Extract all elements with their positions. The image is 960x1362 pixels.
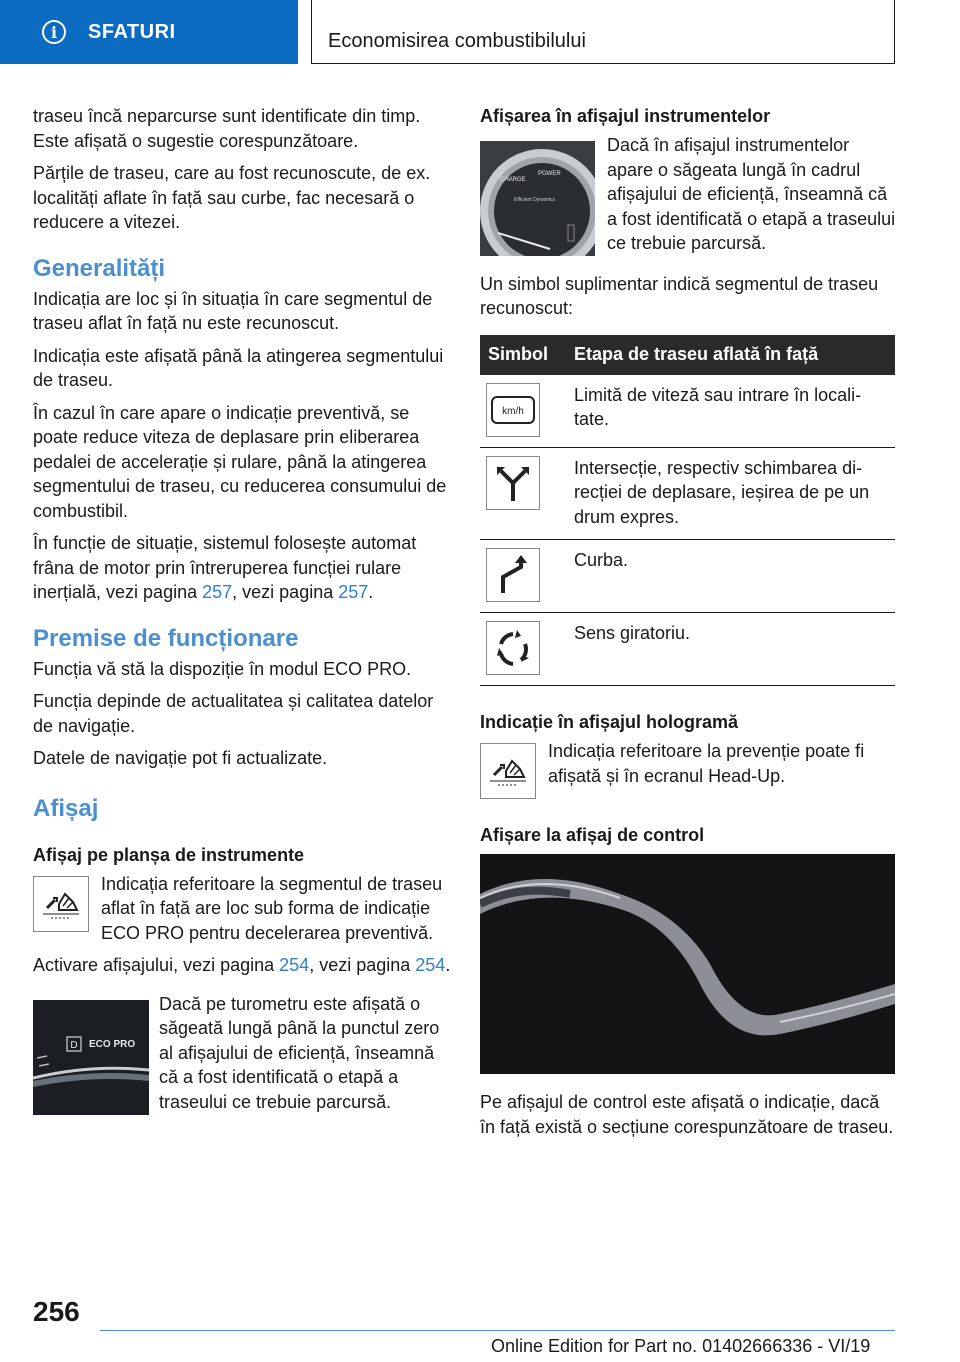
heading-hologram: Indicație în afișajul hologramă bbox=[480, 712, 739, 732]
paragraph: Un simbol suplimentar indică segmentul de traseu recunoscut: bbox=[480, 273, 879, 318]
kmh-text: km/h bbox=[502, 405, 524, 417]
paragraph: Indicația referitoare la segmentul de traseu aflat în față are loc sub forma de indicație ECO PRO pentru decelerarea preventivă. bbox=[101, 873, 443, 943]
page-link[interactable]: 254 bbox=[415, 955, 446, 975]
holo-block bbox=[480, 739, 896, 788]
page-link[interactable]: 254 bbox=[279, 955, 310, 975]
heading-control-display: Afișare la afișaj de control bbox=[480, 825, 705, 845]
efficiency-gauge-image bbox=[480, 141, 595, 256]
curve-icon bbox=[486, 548, 540, 602]
symbol-cell bbox=[480, 540, 566, 613]
eco-hint-block bbox=[33, 872, 451, 946]
section-label: SFATURI bbox=[88, 20, 176, 43]
tachometer-eco-pro-image bbox=[33, 1000, 149, 1115]
table-row bbox=[480, 375, 895, 448]
text: . bbox=[445, 955, 451, 975]
intersection-icon bbox=[486, 456, 540, 510]
symbol-table bbox=[480, 335, 895, 687]
heading-generalitati: Generalități bbox=[33, 254, 166, 282]
paragraph: Funcția depinde de actualitatea și calitatea datelor de navigație. bbox=[33, 691, 434, 736]
stage-cell: Limită de viteză sau intrare în localitate. bbox=[566, 375, 895, 448]
paragraph: traseu încă neparcurse sunt identificate din timp. Este afișată o sugestie corespunzătoare. bbox=[33, 106, 421, 151]
heading-afisaj: Afișaj bbox=[33, 794, 99, 822]
heading-plansa: Afișaj pe planșa de instrumente bbox=[33, 844, 305, 865]
paragraph: Dacă pe turometru este afișată o săgeată lungă până la punctul zero al afișajului de eficiență, înseamnă că a fost identificată o etapă a traseului ce trebuie parcursă. bbox=[159, 993, 440, 1112]
gauge-eff-text: Efficient Dynamics bbox=[514, 197, 556, 203]
page-link[interactable]: 257 bbox=[202, 582, 233, 602]
stage-cell: Intersecție, respectiv schimbarea direcției de deplasare, ieșirea de pe un drum expres. bbox=[566, 447, 895, 540]
tachometer-block bbox=[33, 992, 451, 1115]
section-tab bbox=[0, 0, 298, 64]
table-row bbox=[480, 447, 895, 540]
text: , vezi pagina bbox=[309, 955, 416, 975]
paragraph: Dacă în afișajul instrumentelor apare o săgeata lungă în cadrul afișajului de eficiență, înseamnă că a fost identificată o etapă a traseului ce trebuie parcursă. bbox=[607, 135, 896, 253]
control-display-road-image bbox=[480, 854, 895, 1074]
chapter-title: Economisirea combustibilului bbox=[328, 30, 586, 52]
page-number: 256 bbox=[33, 1296, 80, 1327]
table-header-symbol: Simbol bbox=[480, 335, 566, 375]
paragraph: În cazul în care apare o indicație preventivă, se poate reduce viteza de deplasare prin eliberarea pedalei de accelerație și rulare, până la atingerea segmentului de traseu, cu reducerea consumului de combustibil. bbox=[33, 402, 447, 521]
text: În funcție de situație, sistemul folosește automat frâna de motor prin întreruperea funcției rulare inerțială, vezi pagina bbox=[33, 533, 417, 602]
gauge-charge-text: CHARGE bbox=[500, 177, 526, 183]
heading-instrument-display: Afișarea în afișajul instrumentelor bbox=[480, 106, 771, 126]
paragraph: Părțile de traseu, care au fost recunoscute, de ex. localități aflate în față sau curbe, fac necesară o reducere a vitezei. bbox=[33, 163, 431, 232]
right-column bbox=[480, 104, 896, 1147]
text: . bbox=[368, 582, 374, 602]
table-row bbox=[480, 613, 895, 686]
paragraph: Indicația are loc și în situația în care segmentul de traseu aflat în față nu este recunoscut. bbox=[33, 288, 433, 333]
stage-cell: Sens giratoriu. bbox=[566, 613, 895, 686]
speed-limit-icon bbox=[486, 383, 540, 437]
text: Activare afișajului, vezi pagina bbox=[33, 955, 280, 975]
symbol-cell bbox=[480, 613, 566, 686]
table-header-stage: Etapa de traseu aflată în față bbox=[566, 335, 895, 375]
table-header-row bbox=[480, 335, 895, 375]
eco-pro-text: ECO PRO bbox=[89, 1038, 136, 1050]
roundabout-icon bbox=[486, 621, 540, 675]
head-up-hint-icon bbox=[480, 743, 536, 799]
heading-premise: Premise de funcționare bbox=[33, 624, 299, 652]
paragraph: Indicația este afișată până la atingerea segmentului de traseu. bbox=[33, 345, 444, 390]
paragraph: Funcția vă stă la dispoziție în modul ECO PRO. bbox=[33, 658, 412, 679]
symbol-cell bbox=[480, 375, 566, 448]
footer-edition: Online Edition for Part no. 01402666336 - VI/19 bbox=[491, 1336, 871, 1356]
paragraph: Datele de navigație pot fi actualizate. bbox=[33, 748, 328, 768]
paragraph: Indicația referitoare la prevenție poate fi afișată și în ecranul Head-Up. bbox=[548, 741, 865, 786]
eco-gear-text: D bbox=[70, 1039, 78, 1051]
gauge-power-text: POWER bbox=[538, 171, 561, 177]
footer-divider bbox=[100, 1330, 895, 1331]
page-link[interactable]: 257 bbox=[338, 582, 369, 602]
chapter-header bbox=[311, 0, 895, 64]
eco-deceleration-icon bbox=[33, 876, 89, 932]
symbol-cell bbox=[480, 447, 566, 540]
text: , vezi pagina bbox=[232, 582, 339, 602]
gauge-block bbox=[480, 133, 896, 256]
paragraph bbox=[33, 953, 451, 978]
table-row bbox=[480, 540, 895, 613]
paragraph: Pe afișajul de control este afișată o indicație, dacă în față există o secțiune corespunzătoare de traseu. bbox=[480, 1092, 894, 1137]
left-column bbox=[33, 104, 451, 1122]
paragraph bbox=[33, 531, 451, 605]
info-icon: i bbox=[42, 20, 66, 44]
stage-cell: Curba. bbox=[566, 540, 895, 613]
